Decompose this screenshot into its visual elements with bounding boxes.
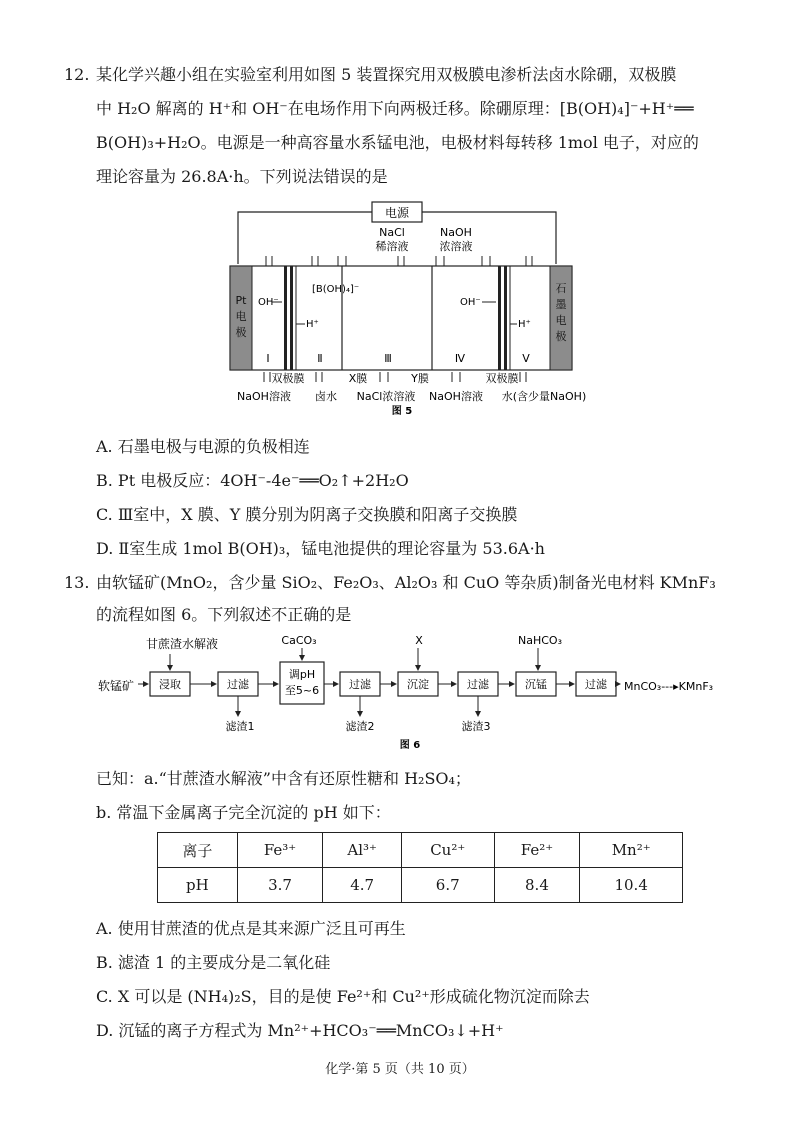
svg-text:NaOH: NaOH <box>440 226 472 239</box>
svg-text:Pt: Pt <box>235 294 247 307</box>
q12-stem-line-2: 中 H₂O 解离的 H⁺和 OH⁻在电场作用下向两极迁移。除硼原理：[B(OH)₄]⁻+H⁺══ <box>96 99 694 118</box>
flow-step-label: 过滤 <box>467 678 489 691</box>
svg-text:墨: 墨 <box>555 298 567 311</box>
svg-text:双极膜: 双极膜 <box>271 372 305 385</box>
figure-5-caption: 图 5 <box>391 406 413 417</box>
svg-text:NaHCO₃: NaHCO₃ <box>518 634 562 647</box>
svg-text:滤渣1: 滤渣1 <box>225 720 255 733</box>
q13-option-c[interactable]: C. X 可以是 (NH₄)₂S，目的是使 Fe²⁺和 Cu²⁺形成硫化物沉淀而除去 <box>96 987 590 1006</box>
svg-text:极: 极 <box>555 330 567 343</box>
flow-step-label: 过滤 <box>585 678 607 691</box>
svg-text:X膜: X膜 <box>348 372 368 385</box>
svg-text:MnCO₃---▸KMnF₃: MnCO₃---▸KMnF₃ <box>624 680 714 693</box>
flow-step-label: 调pH <box>288 668 316 681</box>
svg-text:NaOH溶液: NaOH溶液 <box>237 390 291 403</box>
svg-text:NaOH溶液: NaOH溶液 <box>429 390 483 403</box>
svg-text:极: 极 <box>235 326 247 339</box>
svg-text:[B(OH)₄]⁻: [B(OH)₄]⁻ <box>312 284 360 295</box>
q13-option-d[interactable]: D. 沉锰的离子方程式为 Mn²⁺+HCO₃⁻══MnCO₃↓+H⁺ <box>96 1021 504 1040</box>
ph-table <box>157 832 683 903</box>
svg-text:卤水: 卤水 <box>315 390 337 403</box>
svg-text:稀溶液: 稀溶液 <box>375 240 409 253</box>
ph-table-cell: 3.7 <box>237 868 323 903</box>
svg-text:X: X <box>415 634 423 647</box>
q13-option-b[interactable]: B. 滤渣 1 的主要成分是二氧化硅 <box>96 953 331 972</box>
svg-text:OH⁻: OH⁻ <box>258 297 279 308</box>
svg-text:浓溶液: 浓溶液 <box>439 240 473 253</box>
ph-table-cell: Fe³⁺ <box>237 833 323 868</box>
flow-step-label: 沉淀 <box>407 678 429 691</box>
q12-option-c[interactable]: C. Ⅲ室中，X 膜、Y 膜分别为阴离子交换膜和阳离子交换膜 <box>96 505 518 524</box>
flow-step-label: 沉锰 <box>525 678 547 691</box>
figure-5-electrodialysis-diagram <box>220 196 620 418</box>
q12-option-b[interactable]: B. Pt 电极反应：4OH⁻-4e⁻══O₂↑+2H₂O <box>96 471 409 490</box>
svg-text:Y膜: Y膜 <box>411 372 429 385</box>
q12-stem-line-4: 理论容量为 26.8A·h。下列说法错误的是 <box>96 167 388 186</box>
q13-stem-line-1: 由软锰矿(MnO₂，含少量 SiO₂、Fe₂O₃、Al₂O₃ 和 CuO 等杂质)制备光电材料 KMnF₃ <box>96 573 716 592</box>
svg-text:H⁺: H⁺ <box>518 319 531 330</box>
flow-step-label: 过滤 <box>349 678 371 691</box>
q12-option-a[interactable]: A. 石墨电极与电源的负极相连 <box>96 437 310 456</box>
svg-text:软锰矿: 软锰矿 <box>98 679 135 693</box>
q12-number: 12. <box>64 65 90 84</box>
q13-number: 13. <box>64 573 90 592</box>
svg-text:滤渣3: 滤渣3 <box>461 720 491 733</box>
page-footer: 化学·第 5 页（共 10 页） <box>325 1062 475 1077</box>
svg-text:水(含少量NaOH): 水(含少量NaOH) <box>501 390 587 403</box>
flow-step-label: 过滤 <box>227 678 249 691</box>
ph-table-cell: 6.7 <box>401 868 494 903</box>
ph-table-cell: Al³⁺ <box>323 833 401 868</box>
ph-table-cell: Mn²⁺ <box>580 833 683 868</box>
figure-6-caption: 图 6 <box>399 740 421 751</box>
flow-step-label: 浸取 <box>159 678 181 691</box>
svg-text:CaCO₃: CaCO₃ <box>281 634 317 647</box>
power-label: 电源 <box>384 206 410 220</box>
ph-table-ion-row <box>158 833 683 868</box>
svg-text:电: 电 <box>235 310 247 323</box>
ph-table-cell: Cu²⁺ <box>401 833 494 868</box>
svg-text:Ⅲ: Ⅲ <box>384 352 392 365</box>
flow-step-label: 至5~6 <box>284 684 320 697</box>
ph-table-header-ph: pH <box>158 868 238 903</box>
ph-table-header-ion: 离子 <box>158 833 238 868</box>
q13-option-a[interactable]: A. 使用甘蔗渣的优点是其来源广泛且可再生 <box>96 919 406 938</box>
svg-text:滤渣2: 滤渣2 <box>345 720 375 733</box>
q13-known-a: 已知：a.“甘蔗渣水解液”中含有还原性糖和 H₂SO₄； <box>96 769 471 788</box>
ph-table-ph-row <box>158 868 683 903</box>
svg-text:Ⅳ: Ⅳ <box>454 352 466 365</box>
q13-known-b: b. 常温下金属离子完全沉淀的 pH 如下： <box>96 803 391 822</box>
ph-table-cell: 10.4 <box>580 868 683 903</box>
svg-text:NaCl浓溶液: NaCl浓溶液 <box>356 390 416 403</box>
svg-text:H⁺: H⁺ <box>306 319 319 330</box>
ph-table-cell: Fe²⁺ <box>494 833 580 868</box>
svg-text:Ⅱ: Ⅱ <box>317 352 323 365</box>
q12-stem-line-3: B(OH)₃+H₂O。电源是一种高容量水系锰电池，电极材料每转移 1mol 电子，对应的 <box>96 133 699 152</box>
q13-stem-line-2: 的流程如图 6。下列叙述不正确的是 <box>96 605 352 624</box>
ph-table-cell: 8.4 <box>494 868 580 903</box>
svg-text:Ⅰ: Ⅰ <box>266 352 270 365</box>
svg-text:甘蔗渣水解液: 甘蔗渣水解液 <box>145 637 219 651</box>
svg-text:石: 石 <box>555 282 567 295</box>
ph-table-cell: 4.7 <box>323 868 401 903</box>
svg-text:OH⁻: OH⁻ <box>460 297 481 308</box>
svg-text:电: 电 <box>555 314 567 327</box>
q12-stem-line-1: 某化学兴趣小组在实验室利用如图 5 装置探究用双极膜电渗析法卤水除硼，双极膜 <box>96 65 677 84</box>
svg-text:NaCl: NaCl <box>379 226 405 239</box>
svg-text:双极膜: 双极膜 <box>485 372 519 385</box>
q12-option-d[interactable]: D. Ⅱ室生成 1mol B(OH)₃，锰电池提供的理论容量为 53.6A·h <box>96 539 545 558</box>
figure-6-flowchart <box>92 628 772 758</box>
svg-text:Ⅴ: Ⅴ <box>522 352 530 365</box>
